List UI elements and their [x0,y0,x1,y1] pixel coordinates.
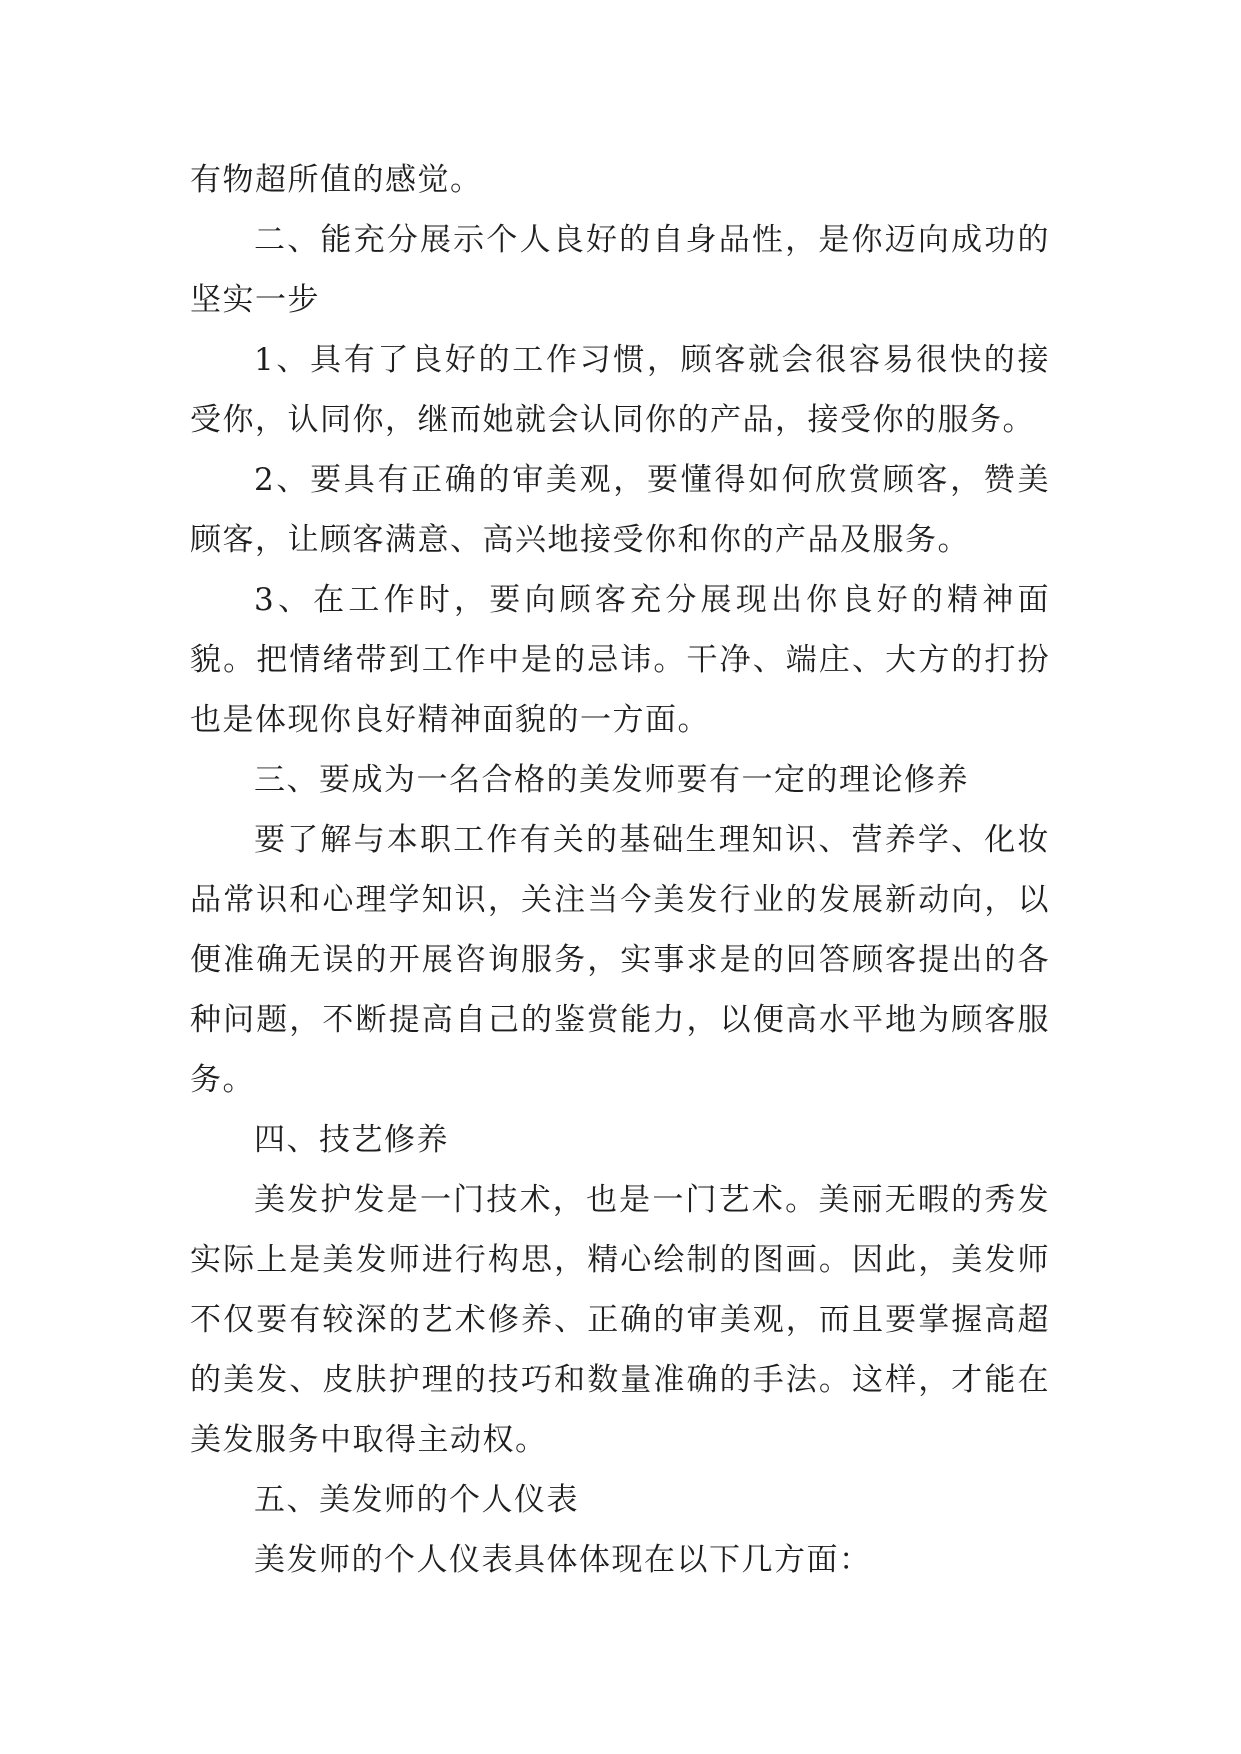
list-item-3: 3、在工作时，要向顾客充分展现出你良好的精神面貌。把情绪带到工作中是的忌讳。干净、端庄、大方的打扮也是体现你良好精神面貌的一方面。 [190,582,1050,738]
paragraph-appearance: 美发师的个人仪表具体体现在以下几方面： [254,1542,872,1578]
paragraph-skills: 美发护发是一门技术，也是一门艺术。美丽无暇的秀发实际上是美发师进行构思，精心绘制的图画。因此，美发师不仅要有较深的艺术修养、正确的审美观，而且要掌握高超的美发、皮肤护理的技巧和数量准确的手法。这样，才能在美发服务中取得主动权。 [190,1182,1050,1458]
section-heading-4: 四、技艺修养 [254,1122,449,1158]
list-item-1: 1、具有了良好的工作习惯，顾客就会很容易很快的接受你，认同你，继而她就会认同你的产品，接受你的服务。 [190,342,1050,438]
section-heading-2: 二、能充分展示个人良好的自身品性，是你迈向成功的坚实一步 [190,222,1050,318]
section-heading-5: 五、美发师的个人仪表 [254,1482,579,1518]
paragraph-continuation: 有物超所值的感觉。 [190,162,483,198]
paragraph-theory: 要了解与本职工作有关的基础生理知识、营养学、化妆品常识和心理学知识，关注当今美发行业的发展新动向，以便准确无误的开展咨询服务，实事求是的回答顾客提出的各种问题，不断提高自己的鉴赏能力，以便高水平地为顾客服务。 [190,822,1050,1098]
document-body [190,150,1050,1590]
section-heading-3: 三、要成为一名合格的美发师要有一定的理论修养 [254,762,969,798]
list-item-2: 2、要具有正确的审美观，要懂得如何欣赏顾客，赞美顾客，让顾客满意、高兴地接受你和你的产品及服务。 [190,462,1050,558]
